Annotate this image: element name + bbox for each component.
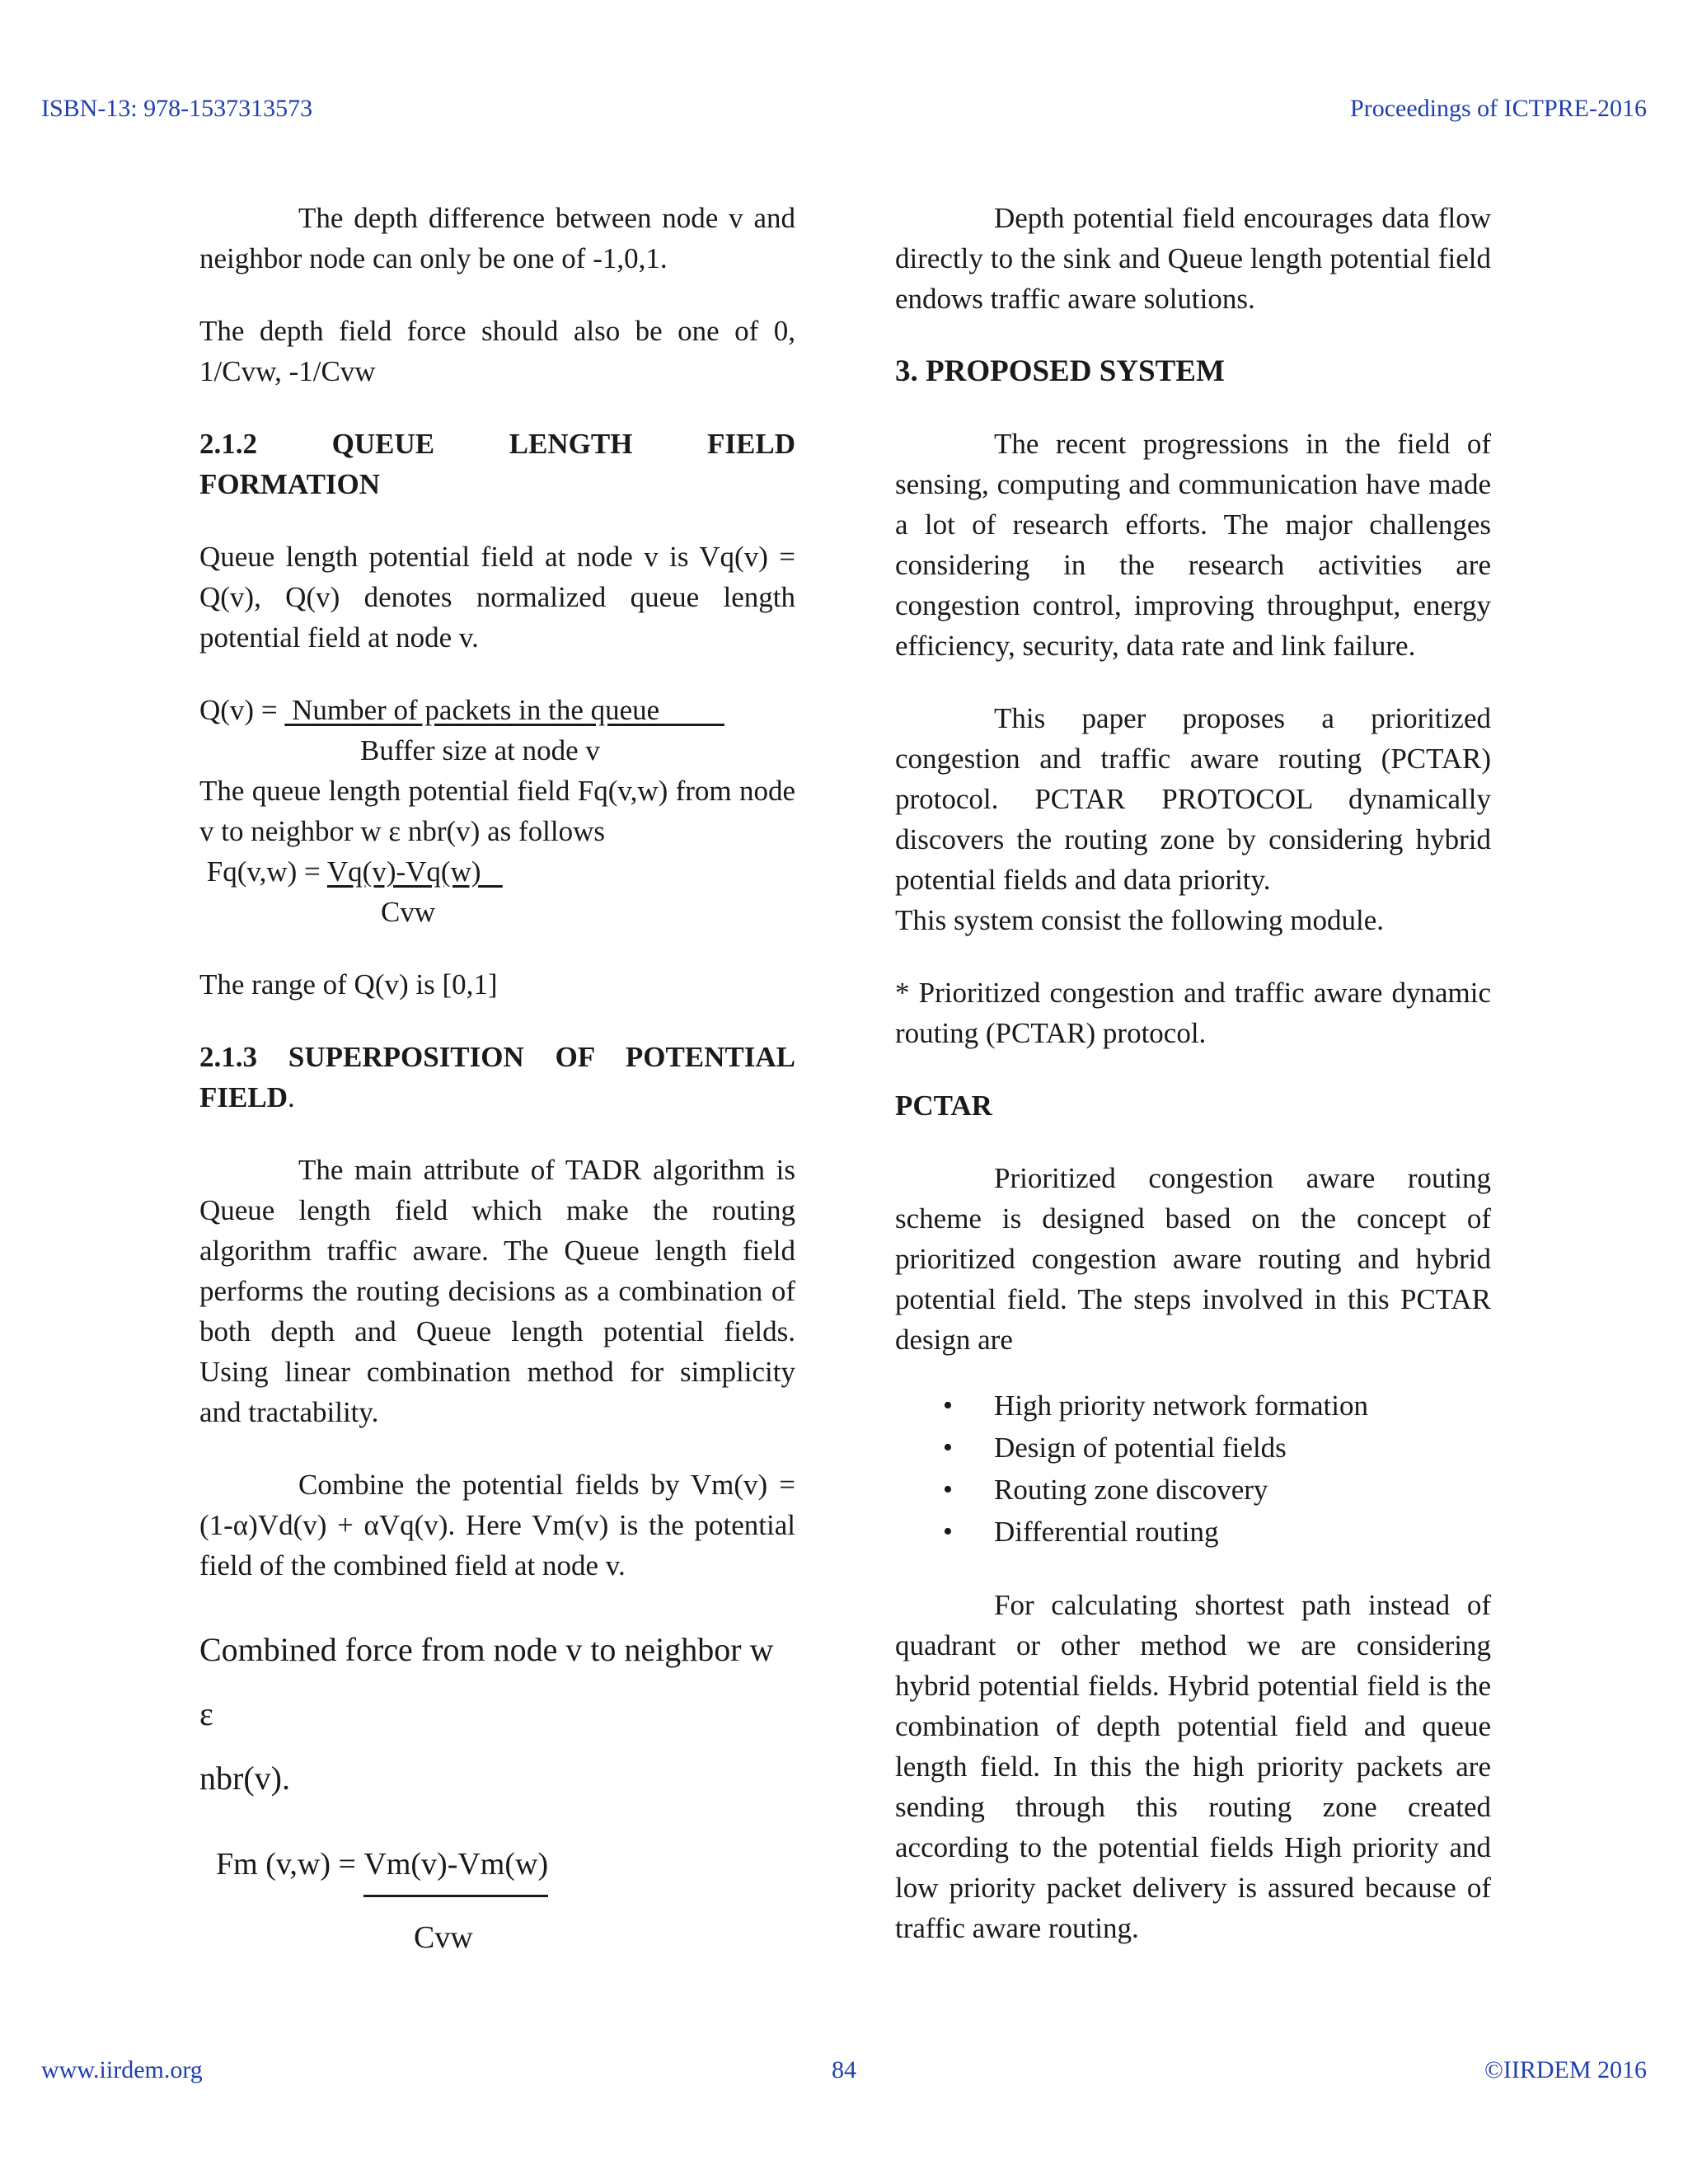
list-item: • Routing zone discovery bbox=[895, 1469, 1491, 1511]
paragraph-pctar-scheme: Prioritized congestion aware routing scheme is designed based on the concept of prioritized congestion aware routing and hybrid potential field. The steps involved in this PCTAR design are bbox=[895, 1162, 1491, 1356]
paragraph-shortest-path: For calculating shortest path instead of quadrant or other method we are considering hybrid potential fields. Hybrid potential field is the combination of depth potential field and queue length field. In this the high priority packets are sending through this routing zone created according to the potential fields High priority and low priority packet delivery is assured because of traffic aware routing. bbox=[895, 1589, 1491, 1944]
list-item: • High priority network formation bbox=[895, 1385, 1491, 1427]
heading-2-1-3-suffix: . bbox=[287, 1081, 295, 1113]
right-column bbox=[895, 198, 1491, 1980]
paragraph-queue-length-field: Queue length potential field at node v is Vq(v) = Q(v), Q(v) denotes normalized queue length potential field at node v. bbox=[199, 541, 795, 654]
heading-2-1-2-line2: FORMATION bbox=[199, 468, 381, 500]
paragraph-range-q: The range of Q(v) is [0,1] bbox=[199, 968, 498, 1001]
heading-2-1-2-line1: 2.1.2 QUEUE LENGTH FIELD bbox=[199, 428, 795, 460]
equation-fm-lhs: Fm (v,w) = bbox=[216, 1847, 364, 1882]
paragraph-recent-progressions: The recent progressions in the field of sensing, computing and communication have made a lot of research efforts. The major challenges considering in the research activities are congestion control, improving throughput, energy efficiency, security, data rate and link failure. bbox=[895, 428, 1491, 662]
steps-list bbox=[895, 1385, 1491, 1553]
paragraph-tadr-attribute: The main attribute of TADR algorithm is Queue length field which make the routing algorithm traffic aware. The Queue length field performs the routing decisions as a combination of both depth and Queue length potential fields. Using linear combination method for simplicity and tractability. bbox=[199, 1154, 795, 1428]
equation-q-of-v-lhs: Q(v) = bbox=[199, 694, 285, 726]
equation-fq-lhs: Fq(v,w) = bbox=[199, 855, 327, 888]
equation-fm-numerator-row bbox=[216, 1844, 795, 1897]
equation-fq-numerator: Vq(v)-Vq(w) bbox=[326, 855, 503, 888]
page-number: 84 bbox=[832, 2056, 856, 2083]
equation-fq bbox=[199, 851, 795, 932]
paragraph-depth-difference: The depth difference between node v and neighbor node can only be one of -1,0,1. bbox=[199, 202, 795, 274]
paragraph-pctar-module: * Prioritized congestion and traffic aware dynamic routing (PCTAR) protocol. bbox=[895, 977, 1491, 1049]
equation-fm bbox=[199, 1844, 795, 1958]
equation-fm-numerator: Vm(v)-Vm(w) bbox=[363, 1844, 548, 1897]
heading-2-1-3-line2: FIELD bbox=[199, 1081, 288, 1113]
equation-q-of-v-numerator-row bbox=[199, 690, 795, 730]
copyright: ©IIRDEM 2016 bbox=[1484, 2056, 1647, 2083]
paragraph-queue-potential-fq: The queue length potential field Fq(v,w) from node v to neighbor w ε nbr(v) as follows bbox=[199, 775, 795, 847]
heading-2-1-2 bbox=[199, 424, 795, 504]
paragraph-combined-force-line2: nbr(v). bbox=[199, 1760, 290, 1797]
heading-2-1-3 bbox=[199, 1037, 795, 1118]
paragraph-combine-fields: Combine the potential fields by Vm(v) = (1-α)Vd(v) + αVq(v). Here Vm(v) is the potential field of the combined field at node v. bbox=[199, 1469, 795, 1582]
equation-q-of-v-numerator: Number of packets in the queue bbox=[284, 694, 724, 726]
equation-fq-denominator: Cvw bbox=[381, 896, 436, 928]
heading-pctar: PCTAR bbox=[895, 1090, 992, 1122]
proceedings-header: Proceedings of ICTPRE-2016 bbox=[1350, 95, 1647, 122]
isbn-header: ISBN-13: 978-1537313573 bbox=[41, 95, 313, 122]
paragraph-depth-potential: Depth potential field encourages data flow directly to the sink and Queue length potential field endows traffic aware solutions. bbox=[895, 202, 1491, 315]
heading-2-1-3-line2-row bbox=[199, 1077, 795, 1118]
paragraph-combined-force-line1: Combined force from node v to neighbor w ε bbox=[199, 1631, 774, 1732]
left-column bbox=[199, 198, 795, 1958]
heading-2-1-3-line1: 2.1.3 SUPERPOSITION OF POTENTIAL bbox=[199, 1041, 795, 1073]
website-link[interactable]: www.iirdem.org bbox=[41, 2056, 203, 2083]
paragraph-system-modules: This system consist the following module. bbox=[895, 904, 1385, 936]
heading-proposed-system: 3. PROPOSED SYSTEM bbox=[895, 354, 1225, 388]
list-item: • Design of potential fields bbox=[895, 1427, 1491, 1469]
equation-q-of-v bbox=[199, 690, 795, 771]
equation-fq-numerator-row bbox=[199, 851, 795, 892]
paragraph-paper-proposes: This paper proposes a prioritized congestion and traffic aware routing (PCTAR) protocol. PCTAR PROTOCOL dynamically discovers the routing zone by considering hybrid potential fields and data priority. bbox=[895, 702, 1491, 896]
equation-q-of-v-denominator: Buffer size at node v bbox=[360, 734, 600, 766]
paragraph-depth-field-force: The depth field force should also be one of 0, 1/Cvw, -1/Cvw bbox=[199, 315, 795, 387]
list-item: • Differential routing bbox=[895, 1511, 1491, 1553]
equation-fm-denominator: Cvw bbox=[414, 1920, 473, 1955]
